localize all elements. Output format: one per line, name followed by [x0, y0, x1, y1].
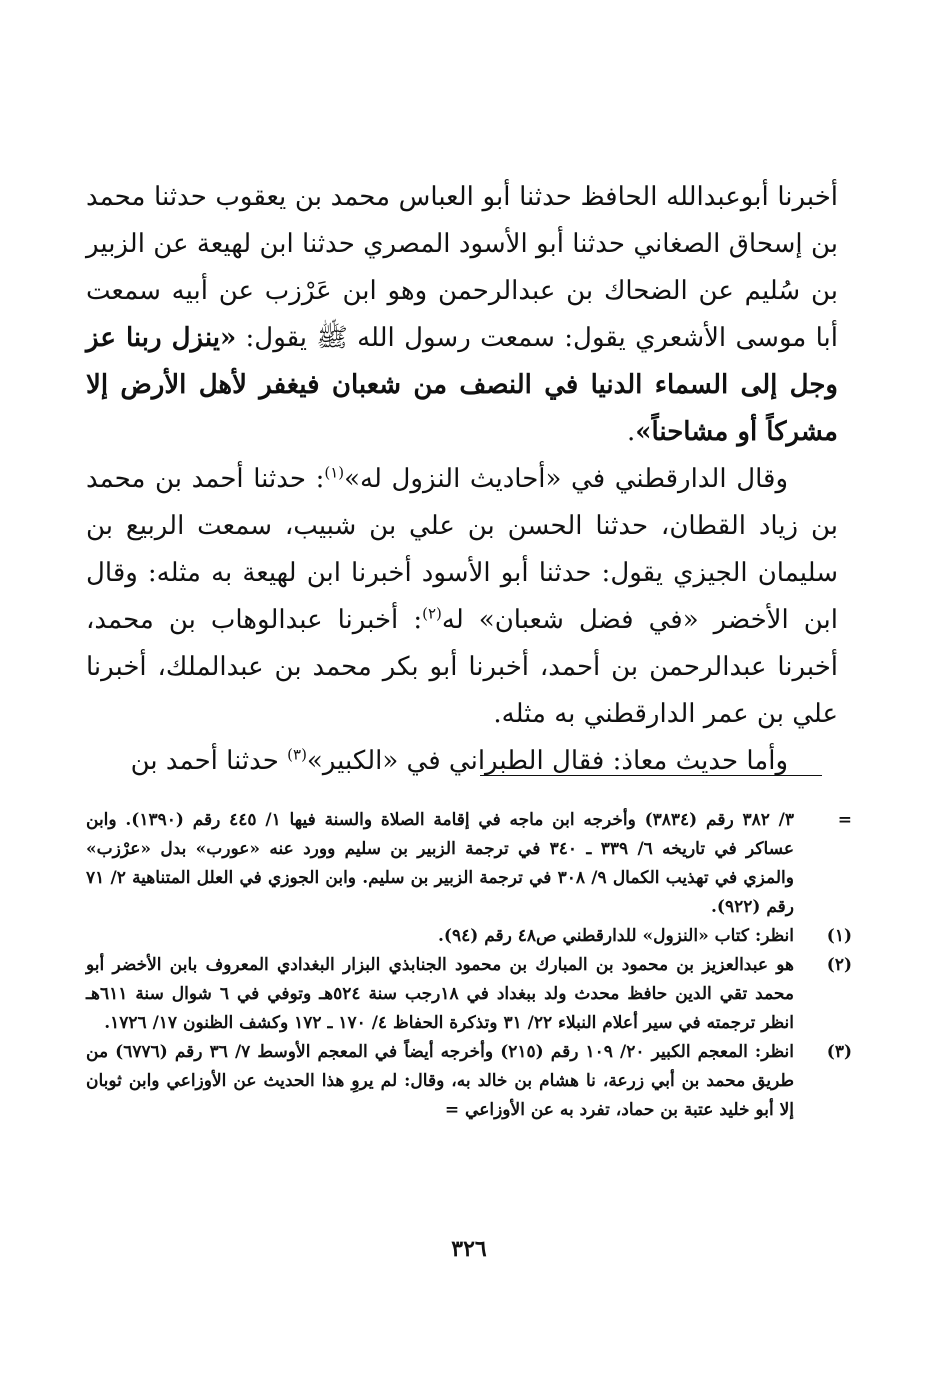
- main-text: [86, 174, 838, 785]
- footnote-1: (١) انظر: كتاب «النزول» للدارقطني ص٤٨ رقم (٩٤).: [86, 922, 852, 951]
- footnote-number: (٢): [826, 955, 852, 975]
- footnote-3: (٣) انظر: المعجم الكبير ٢٠/ ١٠٩ رقم (٢١٥) وأخرجه أيضاً في المعجم الأوسط ٧/ ٣٦ رقم (٦٧٧٦) من طريق محمد بن أبي زرعة، نا هشام بن خالد به، وقال: لم يروِ هذا الحديث عن الأوزاعي وابن ثوبان إلا أبو خليد عتبة بن حماد، تفرد به عن الأوزاعي =: [86, 1038, 852, 1125]
- continuation-mark: =: [837, 810, 852, 830]
- footnote-separator: [480, 775, 822, 776]
- footnote-number: (٣): [826, 1042, 852, 1062]
- footnote-ref-1: (١): [324, 463, 345, 482]
- paragraph-daraqutni: وقال الدارقطني في «أحاديث النزول له»$^{(١)}$: حدثنا أحمد بن محمد بن زياد القطان، حدثنا الحسن بن علي بن شبيب، سمعت الربيع بن سليمان الجيزي يقول: حدثنا أبو الأسود أخبرنا ابن لهيعة به مثله: وقال ابن الأخضر «في فضل شعبان» له$^{(٢)}$: أخبرنا عبدالوهاب بن محمد، أخبرنا عبدالرحمن بن أحمد، أخبرنا أبو بكر محمد بن عبدالملك، أخبرنا علي بن عمر الدارقطني به مثله.: [86, 463, 838, 729]
- footnote-2: (٢) هو عبدالعزيز بن محمود بن المبارك بن محمود الجنابذي البزار البغدادي المعروف بابن الأخضر أبو محمد تقي الدين حافظ محدث ولد ببغداد في ١٨رجب سنة ٥٢٤هـ وتوفي في ٦ شوال سنة ٦١١هـ انظر ترجمته في سير أعلام النبلاء ٢٢/ ٣١ وتذكرة الحفاظ ٤/ ١٧٠ ـ ١٧٢ وكشف الظنون ١٧/ ١٧٢٦.: [86, 951, 852, 1038]
- footnote-continuation: = ٣/ ٣٨٢ رقم (٣٨٣٤) وأخرجه ابن ماجه في إقامة الصلاة والسنة فيها ١/ ٤٤٥ رقم (١٣٩٠). وابن عساكر في تاريخه ٦/ ٣٣٩ ـ ٣٤٠ في ترجمة الزبير بن سليم وورد عنه «عورب» بدل «عرْزب» والمزي في تهذيب الكمال ٩/ ٣٠٨ في ترجمة الزبير بن سليم. وابن الجوزي في العلل المتناهية ٢/ ٧١ رقم (٩٢٢).: [86, 806, 852, 922]
- paragraph-muadh: وأما حديث معاذ: فقال الطبراني في «الكبير»$^{(٣)}$ حدثنا أحمد بن: [130, 745, 788, 776]
- footnote-ref-3: (٣): [287, 745, 307, 764]
- footnotes: [86, 806, 852, 1125]
- hadith-matn: «ينزل ربنا عز وجل إلى السماء الدنيا في النصف من شعبان فيغفر لأهل الأرض إلا مشركاً أو مشاحناً»: [86, 323, 838, 447]
- footnote-ref-2: (٢): [422, 604, 442, 623]
- footnote-number: (١): [826, 926, 852, 946]
- page-number: ٣٢٦: [451, 1236, 487, 1262]
- paragraph-hadith-abu-musa: أخبرنا أبوعبدالله الحافظ حدثنا أبو العباس محمد بن يعقوب حدثنا محمد بن إسحاق الصغاني حدثنا أبو الأسود المصري حدثنا ابن لهيعة عن الزبير بن سُليم عن الضحاك بن عبدالرحمن وهو ابن عَرْزب عن أبيه سمعت أبا موسى الأشعري يقول: سمعت رسول الله ﷺ يقول: «ينزل ربنا عز وجل إلى السماء الدنيا في النصف من شعبان فيغفر لأهل الأرض إلا مشركاً أو مشاحناً».: [86, 182, 839, 447]
- isnad-text: أخبرنا أبوعبدالله الحافظ حدثنا أبو العباس محمد بن يعقوب حدثنا محمد بن إسحاق الصغاني حدثنا أبو الأسود المصري حدثنا ابن لهيعة عن الزبير بن سُليم عن الضحاك بن عبدالرحمن وهو ابن عَرْزب عن أبيه سمعت أبا موسى الأشعري يقول: سمعت رسول الله ﷺ يقول:: [86, 182, 839, 353]
